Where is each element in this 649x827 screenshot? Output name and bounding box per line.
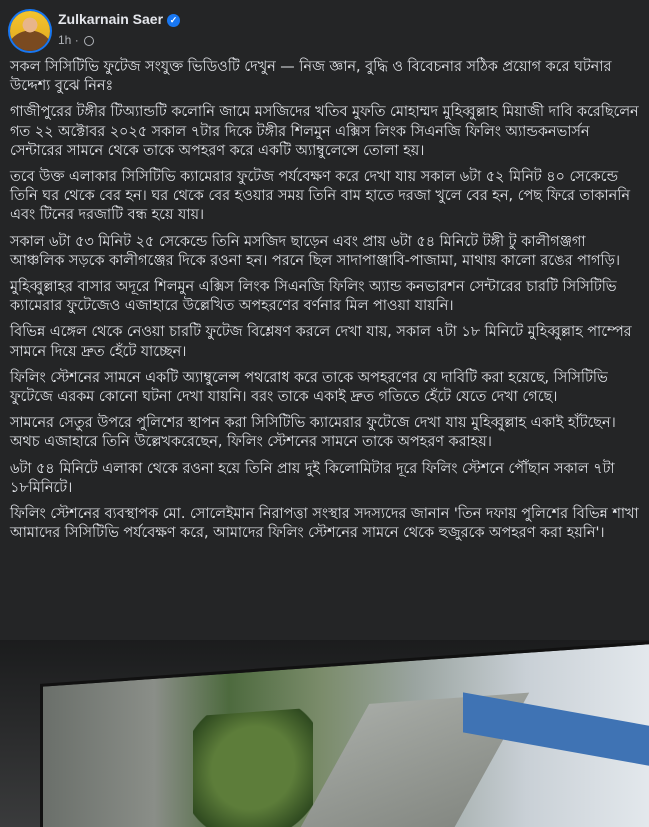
globe-icon[interactable]: [84, 36, 94, 46]
post-text: [10, 58, 642, 550]
post-paragraph: ৬টা ৫৪ মিনিটে এলাকা থেকে রওনা হয়ে তিনি প্রায় দুই কিলোমিটার দূরে ফিলিং স্টেশনে পৌঁছান সকাল ৭টা ১৮মিনিটে।: [10, 460, 615, 496]
author-avatar[interactable]: [10, 11, 50, 51]
post-paragraph: গাজীপুরের টঙ্গীর টিঅ্যান্ডটি কলোনি জামে মসজিদের খতিব মুফতি মোহাম্মদ মুহিব্বুল্লাহ মিয়াজী দাবি করেছিলেন গত ২২ অক্টোবর ২০২৫ সকাল ৭টার দিকে টঙ্গীর শিলমুন এক্সিস লিংক সিএনজি ফিলিং অ্যান্ডকনভার্সন সেন্টারের সামনে থেকে তাকে অপহরণ করে একটি অ্যাম্বুলেন্সে তোলা হয়।: [10, 104, 639, 159]
post-paragraph: সকল সিসিটিভি ফুটেজ সংযুক্ত ভিডিওটি দেখুন — নিজ জ্ঞান, বুদ্ধি ও বিবেচনার সঠিক প্রয়োগ করে ঘটনার উদ্দেশ্য বুঝে নিনঃ: [10, 59, 612, 95]
post-paragraph: সামনের সেতুর উপরে পুলিশের স্থাপন করা সিসিটিভি ক্যামেরার ফুটেজে দেখা যায় মুহিব্বুল্লাহ একাই হাঁটছেন। অথচ এজাহারে তিনি উল্লেখকরেছেন, ফিলিং স্টেশনের সামনে তাকে অপহরণ করাহয়।: [10, 415, 616, 451]
post-paragraph: মুহিব্বুল্লাহর বাসার অদূরে শিলমুন এক্সিস লিংক সিএনজি ফিলিং অ্যান্ড কনভারশন সেন্টারের চারটি সিসিটিভি ক্যামেরার ফুটেজেও এজাহারে উল্লেখিত অপহরণের বর্ণনার মিল পাওয়া যায়নি।: [10, 279, 617, 315]
post-paragraph: তবে উক্ত এলাকার সিসিটিভি ক্যামেরার ফুটেজ পর্যবেক্ষণ করে দেখা যায় সকাল ৬টা ৫২ মিনিট ৪০ সেকেন্ডে তিনি ঘর থেকে বের হন। ঘর থেকে বের হওয়ার সময় তিনি বাম হাতে দরজা খুলে বের হন, পেছ ফিরে তাকাননি এবং টিনের দরজাটি বন্ধ হয়ে যায়।: [10, 169, 630, 224]
cctv-footage-frame: [40, 640, 649, 827]
post-paragraph: সকাল ৬টা ৫৩ মিনিট ২৫ সেকেন্ডে তিনি মসজিদ ছাড়েন এবং প্রায় ৬টা ৫৪ মিনিটে টঙ্গী টু কালীগঞ্জগা আঞ্চলিক সড়কে কালীগঞ্জের দিকে রওনা হন। পরনে ছিল সাদাপাঞ্জাবি-পাজামা, মাথায় কালো রঙের পাগড়ি।: [10, 233, 621, 269]
verified-badge-icon: ✓: [167, 14, 180, 27]
post-header: [0, 0, 649, 56]
post-time[interactable]: 1h: [58, 33, 72, 47]
trees-shape: [193, 708, 313, 827]
author-name-row: [58, 11, 180, 27]
post-paragraph: ফিলিং স্টেশনের সামনে একটি অ্যাম্বুলেন্স পথরোধ করে তাকে অপহরণের যে দাবিটি করা হয়েছে, সিসিটিভি ফুটেজে এরকম কোনো ঘটনা দেখা যায়নি। বরং তাকে একাই দ্রুত গতিতে হেঁটে যেতে দেখা গেছে।: [10, 369, 608, 406]
post-paragraph: বিভিন্ন এঙ্গেল থেকে নেওয়া চারটি ফুটেজ বিশ্লেষণ করলে দেখা যায়, সকাল ৭টা ১৮ মিনিটে মুহিব্বুল্লাহ পাম্পের সামনে দিয়ে দ্রুত হেঁটে যাচ্ছেন।: [10, 324, 632, 360]
post-video-media[interactable]: [0, 640, 649, 827]
meta-separator: ·: [74, 33, 79, 47]
post-meta: [58, 33, 94, 47]
post-paragraph: ফিলিং স্টেশনের ব্যবস্থাপক মো. সোলেইমান নিরাপত্তা সংস্থার সদস্যদের জানান 'তিন দফায় পুলিশের বিভিন্ন শাখা আমাদের সিসিটিভি পর্যবেক্ষণ করে, আমাদের ফিলিং স্টেশনের সামনে থেকে হুজুরকে অপহরণ করা হয়নি'।: [10, 506, 639, 542]
author-name[interactable]: Zulkarnain Saer: [58, 11, 164, 27]
